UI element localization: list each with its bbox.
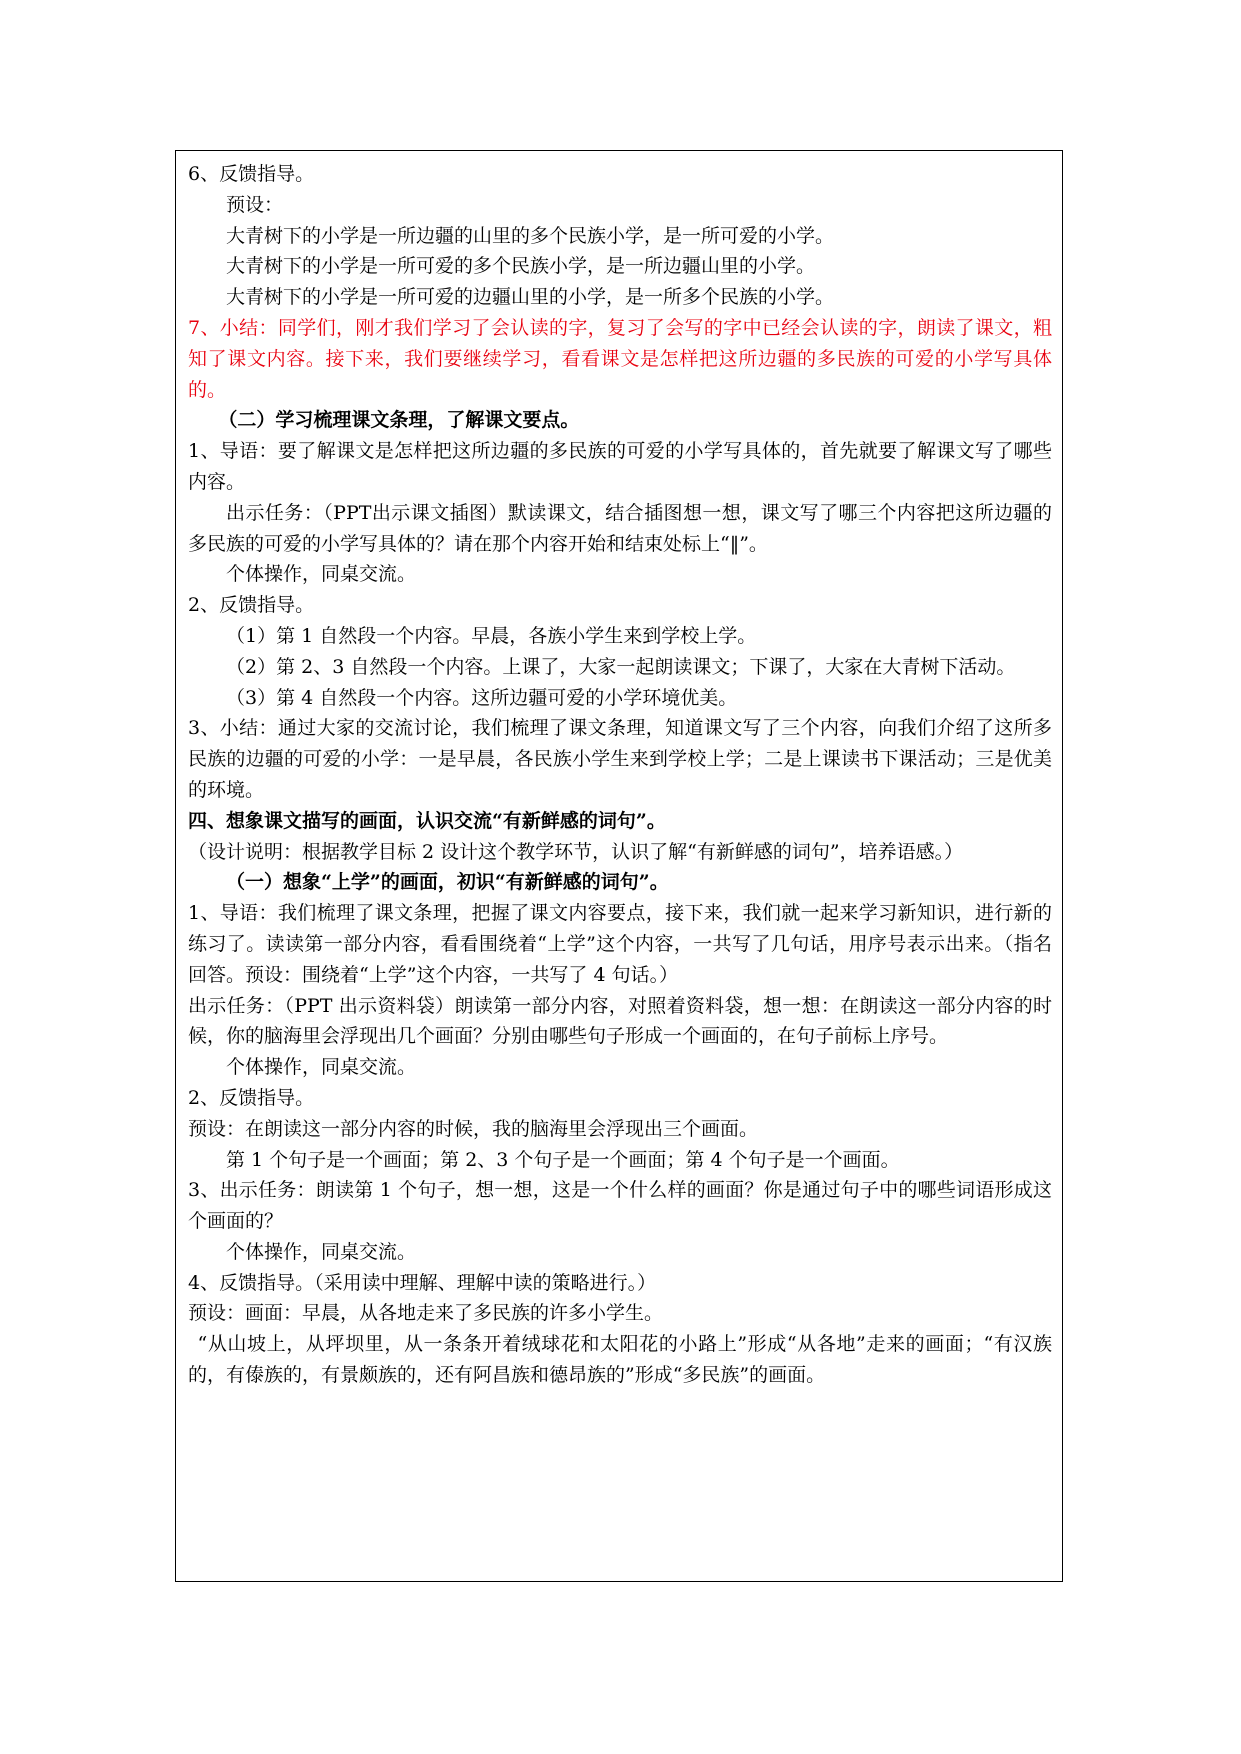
paragraph: 4、反馈指导。（采用读中理解、理解中读的策略进行。） [188, 1271, 657, 1294]
paragraph: 大青树下的小学是一所边疆的山里的多个民族小学，是一所可爱的小学。 [226, 224, 835, 247]
paragraph: 预设：在朗读这一部分内容的时候，我的脑海里会浮现出三个画面。 [188, 1117, 759, 1140]
paragraph: 大青树下的小学是一所可爱的多个民族小学，是一所边疆山里的小学。 [226, 255, 816, 278]
paragraph: （3）第 4 自然段一个内容。这所边疆可爱的小学环境优美。 [226, 686, 738, 709]
paragraph: “从山坡上，从坪坝里，从一条条开着绒球花和太阳花的小路上”形成“从各地”走来的画面；“有汉族的，有傣族的，有景颇族的，还有阿昌族和德昂族的”形成“多民族”的画面。 [188, 1333, 1052, 1387]
section-heading: 四、想象课文描写的画面，认识交流“有新鲜感的词句”。 [188, 809, 666, 832]
section-heading: （一）想象“上学”的画面，初识“有新鲜感的词句”。 [226, 871, 669, 894]
design-note: （设计说明：根据教学目标 2 设计这个教学环节，认识了解“有新鲜感的词句”，培养语感。） [188, 840, 964, 863]
paragraph: 1、导语：要了解课文是怎样把这所边疆的多民族的可爱的小学写具体的，首先就要了解课文写了哪些内容。 [188, 440, 1052, 493]
paragraph: 个体操作，同桌交流。 [226, 1056, 417, 1079]
paragraph: （1）第 1 自然段一个内容。早晨，各族小学生来到学校上学。 [226, 624, 757, 647]
paragraph: 大青树下的小学是一所可爱的边疆山里的小学，是一所多个民族的小学。 [226, 286, 835, 309]
paragraph: 个体操作，同桌交流。 [226, 563, 417, 586]
summary-paragraph: 7、小结：同学们，刚才我们学习了会认读的字，复习了会写的字中已经会认读的字，朗读了课文，粗知了课文内容。接下来，我们要继续学习，看看课文是怎样把这所边疆的多民族的可爱的小学写具体的。 [188, 316, 1052, 401]
paragraph: 2、反馈指导。 [188, 1086, 315, 1109]
paragraph: 出示任务：（PPT出示课文插图）默读课文，结合插图想一想，课文写了哪三个内容把这所边疆的多民族的可爱的小学写具体的？请在那个内容开始和结束处标上“‖”。 [188, 501, 1052, 555]
paragraph: 3、出示任务：朗读第 1 个句子，想一想，这是一个什么样的画面？你是通过句子中的哪些词语形成这个画面的？ [188, 1179, 1052, 1233]
paragraph: 3、小结：通过大家的交流讨论，我们梳理了课文条理，知道课文写了三个内容，向我们介绍了这所多民族的边疆的可爱的小学：一是早晨，各民族小学生来到学校上学；二是上课读书下课活动；三是优美的环境。 [188, 717, 1052, 801]
section-heading: （二）学习梳理课文条理，了解课文要点。 [218, 409, 580, 432]
paragraph: 预设：画面：早晨，从各地走来了多民族的许多小学生。 [188, 1302, 664, 1325]
paragraph: 第 1 个句子是一个画面；第 2、3 个句子是一个画面；第 4 个句子是一个画面。 [226, 1148, 900, 1171]
paragraph: 2、反馈指导。 [188, 594, 315, 617]
paragraph: 1、导语：我们梳理了课文条理，把握了课文内容要点，接下来，我们就一起来学习新知识，进行新的练习了。读读第一部分内容，看看围绕着“上学”这个内容，一共写了几句话，用序号表示出来。（指名回答。预设：围绕着“上学”这个内容，一共写了 4 句话。） [188, 902, 1052, 986]
paragraph: 6、反馈指导。 [188, 163, 315, 185]
document-table-cell [175, 150, 1063, 1582]
paragraph: （2）第 2、3 自然段一个内容。上课了，大家一起朗读课文；下课了，大家在大青树下活动。 [226, 655, 1016, 678]
paragraph: 预设： [226, 193, 284, 216]
paragraph: 出示任务：（PPT 出示资料袋）朗读第一部分内容，对照着资料袋，想一想：在朗读这一部分内容的时候，你的脑海里会浮现出几个画面？分别由哪些句子形成一个画面的，在句子前标上序号。 [188, 994, 1052, 1048]
paragraph: 个体操作，同桌交流。 [226, 1240, 417, 1263]
lesson-plan-text [188, 159, 1052, 1391]
